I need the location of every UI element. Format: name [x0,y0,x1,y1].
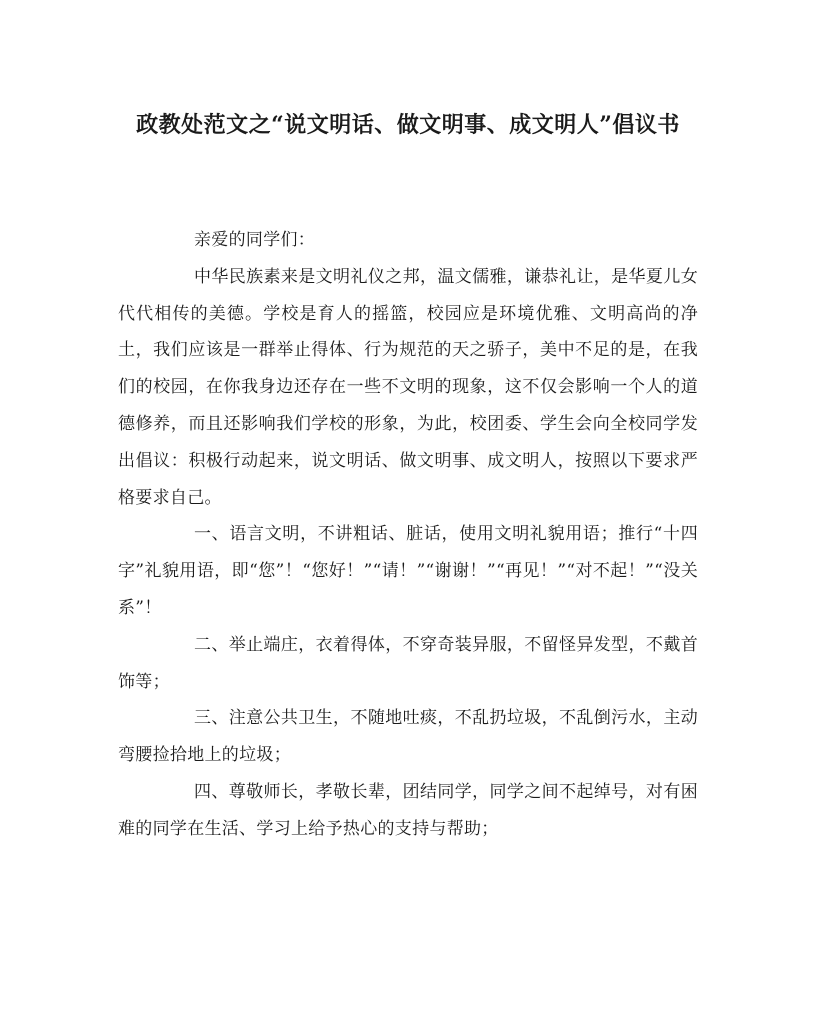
paragraph-item-3: 三、注意公共卫生，不随地吐痰，不乱扔垃圾，不乱倒污水，主动弯腰捡拾地上的垃圾； [118,708,698,766]
salutation: 亲爱的同学们： [194,230,316,250]
document-body [118,222,698,848]
paragraph-item-1: 一、语言文明，不讲粗话、脏话，使用文明礼貌用语；推行“十四字”礼貌用语，即“您”！“您好！”“请！”“谢谢！”“再见！”“对不起！”“没关系”！ [118,524,698,618]
paragraph-item-2: 二、举止端庄，衣着得体，不穿奇装异服，不留怪异发型，不戴首饰等； [118,634,698,692]
paragraph-intro: 中华民族素来是文明礼仪之邦，温文儒雅，谦恭礼让，是华夏儿女代代相传的美德。学校是育人的摇篮，校园应是环境优雅、文明高尚的净土，我们应该是一群举止得体、行为规范的天之骄子，美中不足的是，在我们的校园，在你我身边还存在一些不文明的现象，这不仅会影响一个人的道德修养，而且还影响我们学校的形象，为此，校团委、学生会向全校同学发出倡议：积极行动起来，说文明话、做文明事、成文明人，按照以下要求严格要求自己。 [118,266,698,508]
document-title: 政教处范文之“说文明话、做文明事、成文明人”倡议书 [136,112,680,138]
paragraph-item-4: 四、尊敬师长，孝敬长辈，团结同学，同学之间不起绰号，对有困难的同学在生活、学习上给予热心的支持与帮助； [118,781,698,839]
